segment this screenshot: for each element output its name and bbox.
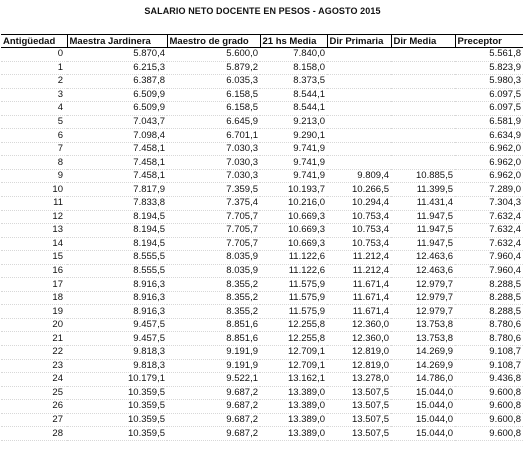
cell-dir-media: 12.979,7 <box>391 278 455 292</box>
cell-maestro-de-grado: 5.600,0 <box>167 48 260 62</box>
cell-preceptor: 5.561,8 <box>455 48 523 62</box>
cell-preceptor: 5.980,3 <box>455 75 523 89</box>
cell-preceptor: 6.634,9 <box>455 129 523 143</box>
cell-dir-media <box>391 88 455 102</box>
table-row <box>1 237 523 251</box>
cell-dir-primaria: 11.671,4 <box>327 305 391 319</box>
cell-antiguedad: 4 <box>1 102 67 116</box>
table-row <box>1 373 523 387</box>
cell-antiguedad: 17 <box>1 278 67 292</box>
cell-preceptor: 8.780,6 <box>455 318 523 332</box>
cell-dir-media: 10.885,5 <box>391 169 455 183</box>
cell-dir-media <box>391 129 455 143</box>
cell-preceptor: 8.288,5 <box>455 278 523 292</box>
cell-maestro-de-grado: 6.701,1 <box>167 129 260 143</box>
cell-maestro-de-grado: 6.158,5 <box>167 88 260 102</box>
cell-antiguedad: 9 <box>1 169 67 183</box>
cell-maestro-de-grado: 7.030,3 <box>167 156 260 170</box>
table-row <box>1 224 523 238</box>
cell-maestro-de-grado: 8.035,9 <box>167 264 260 278</box>
cell-preceptor: 7.632,4 <box>455 210 523 224</box>
cell-dir-media: 12.979,7 <box>391 291 455 305</box>
cell-maestra-jardinera: 7.098,4 <box>67 129 167 143</box>
cell-21hs-media: 11.575,9 <box>260 278 327 292</box>
cell-21hs-media: 10.669,3 <box>260 224 327 238</box>
cell-dir-primaria <box>327 61 391 75</box>
cell-preceptor: 7.960,4 <box>455 251 523 265</box>
table-row <box>1 346 523 360</box>
cell-preceptor: 8.780,6 <box>455 332 523 346</box>
cell-maestro-de-grado: 7.030,3 <box>167 142 260 156</box>
cell-maestra-jardinera: 7.458,1 <box>67 142 167 156</box>
cell-21hs-media: 13.389,0 <box>260 400 327 414</box>
cell-maestra-jardinera: 9.457,5 <box>67 318 167 332</box>
cell-maestro-de-grado: 7.030,3 <box>167 169 260 183</box>
cell-maestro-de-grado: 8.851,6 <box>167 332 260 346</box>
cell-dir-primaria <box>327 88 391 102</box>
cell-21hs-media: 11.575,9 <box>260 291 327 305</box>
header-preceptor: Preceptor <box>455 35 523 48</box>
cell-preceptor: 7.632,4 <box>455 237 523 251</box>
cell-dir-media <box>391 102 455 116</box>
cell-dir-media <box>391 156 455 170</box>
cell-antiguedad: 25 <box>1 386 67 400</box>
cell-maestro-de-grado: 7.375,4 <box>167 197 260 211</box>
cell-maestro-de-grado: 9.191,9 <box>167 359 260 373</box>
cell-dir-primaria: 10.753,4 <box>327 237 391 251</box>
cell-antiguedad: 14 <box>1 237 67 251</box>
cell-preceptor: 9.108,7 <box>455 346 523 360</box>
cell-dir-primaria: 12.819,0 <box>327 346 391 360</box>
cell-antiguedad: 26 <box>1 400 67 414</box>
cell-maestra-jardinera: 8.555,5 <box>67 251 167 265</box>
cell-antiguedad: 20 <box>1 318 67 332</box>
cell-maestro-de-grado: 8.851,6 <box>167 318 260 332</box>
cell-maestro-de-grado: 9.687,2 <box>167 400 260 414</box>
cell-maestro-de-grado: 9.522,1 <box>167 373 260 387</box>
cell-maestra-jardinera: 9.818,3 <box>67 346 167 360</box>
cell-dir-media <box>391 61 455 75</box>
cell-21hs-media: 10.669,3 <box>260 210 327 224</box>
cell-preceptor: 9.436,8 <box>455 373 523 387</box>
cell-dir-primaria: 13.507,5 <box>327 400 391 414</box>
table-row <box>1 427 523 441</box>
cell-antiguedad: 7 <box>1 142 67 156</box>
table-row <box>1 278 523 292</box>
cell-dir-primaria: 10.753,4 <box>327 224 391 238</box>
cell-dir-primaria: 11.212,4 <box>327 251 391 265</box>
cell-maestra-jardinera: 6.509,9 <box>67 88 167 102</box>
cell-dir-media: 14.786,0 <box>391 373 455 387</box>
cell-maestro-de-grado: 6.035,3 <box>167 75 260 89</box>
cell-antiguedad: 13 <box>1 224 67 238</box>
cell-dir-primaria <box>327 142 391 156</box>
cell-antiguedad: 15 <box>1 251 67 265</box>
cell-dir-media: 11.947,5 <box>391 224 455 238</box>
cell-dir-media: 12.463,6 <box>391 264 455 278</box>
table-row <box>1 61 523 75</box>
cell-dir-primaria: 12.819,0 <box>327 359 391 373</box>
table-row <box>1 142 523 156</box>
cell-maestra-jardinera: 6.215,3 <box>67 61 167 75</box>
cell-maestra-jardinera: 10.179,1 <box>67 373 167 387</box>
cell-preceptor: 6.962,0 <box>455 169 523 183</box>
cell-dir-primaria: 11.212,4 <box>327 264 391 278</box>
cell-maestra-jardinera: 8.194,5 <box>67 237 167 251</box>
header-maestro-de-grado: Maestro de grado <box>167 35 260 48</box>
cell-maestra-jardinera: 9.818,3 <box>67 359 167 373</box>
cell-maestro-de-grado: 6.158,5 <box>167 102 260 116</box>
cell-dir-primaria: 10.266,5 <box>327 183 391 197</box>
cell-maestra-jardinera: 8.194,5 <box>67 224 167 238</box>
cell-21hs-media: 8.544,1 <box>260 102 327 116</box>
cell-21hs-media: 11.575,9 <box>260 305 327 319</box>
cell-antiguedad: 12 <box>1 210 67 224</box>
cell-21hs-media: 9.290,1 <box>260 129 327 143</box>
cell-dir-primaria <box>327 115 391 129</box>
table-row <box>1 251 523 265</box>
table-row <box>1 88 523 102</box>
table-row <box>1 332 523 346</box>
cell-preceptor: 7.304,3 <box>455 197 523 211</box>
cell-21hs-media: 12.255,8 <box>260 332 327 346</box>
cell-21hs-media: 13.389,0 <box>260 386 327 400</box>
table-row <box>1 156 523 170</box>
cell-dir-primaria: 12.360,0 <box>327 332 391 346</box>
table-row <box>1 75 523 89</box>
cell-maestra-jardinera: 7.043,7 <box>67 115 167 129</box>
table-row <box>1 183 523 197</box>
cell-dir-media <box>391 115 455 129</box>
cell-dir-media <box>391 75 455 89</box>
cell-21hs-media: 13.389,0 <box>260 427 327 441</box>
cell-antiguedad: 21 <box>1 332 67 346</box>
cell-maestra-jardinera: 10.359,5 <box>67 413 167 427</box>
cell-maestra-jardinera: 10.359,5 <box>67 427 167 441</box>
page-title: SALARIO NETO DOCENTE EN PESOS - AGOSTO 2015 <box>144 6 381 16</box>
cell-maestra-jardinera: 8.916,3 <box>67 278 167 292</box>
cell-maestra-jardinera: 10.359,5 <box>67 400 167 414</box>
cell-dir-media <box>391 48 455 62</box>
cell-maestra-jardinera: 7.458,1 <box>67 169 167 183</box>
header-21hs-media: 21 hs Media <box>260 35 327 48</box>
table-row <box>1 48 523 62</box>
cell-dir-media: 14.269,9 <box>391 359 455 373</box>
cell-21hs-media: 11.122,6 <box>260 251 327 265</box>
cell-21hs-media: 9.741,9 <box>260 169 327 183</box>
table-row <box>1 102 523 116</box>
cell-21hs-media: 10.669,3 <box>260 237 327 251</box>
cell-21hs-media: 13.389,0 <box>260 413 327 427</box>
cell-21hs-media: 8.544,1 <box>260 88 327 102</box>
cell-dir-primaria: 9.809,4 <box>327 169 391 183</box>
cell-dir-media: 15.044,0 <box>391 427 455 441</box>
cell-21hs-media: 13.162,1 <box>260 373 327 387</box>
cell-antiguedad: 2 <box>1 75 67 89</box>
cell-dir-media: 11.399,5 <box>391 183 455 197</box>
table-row <box>1 129 523 143</box>
cell-antiguedad: 6 <box>1 129 67 143</box>
cell-preceptor: 6.097,5 <box>455 102 523 116</box>
cell-dir-primaria: 13.507,5 <box>327 427 391 441</box>
cell-maestro-de-grado: 7.359,5 <box>167 183 260 197</box>
cell-maestro-de-grado: 7.705,7 <box>167 224 260 238</box>
cell-dir-media: 13.753,8 <box>391 318 455 332</box>
cell-preceptor: 9.108,7 <box>455 359 523 373</box>
cell-21hs-media: 12.709,1 <box>260 346 327 360</box>
cell-maestro-de-grado: 9.191,9 <box>167 346 260 360</box>
cell-maestro-de-grado: 6.645,9 <box>167 115 260 129</box>
cell-antiguedad: 11 <box>1 197 67 211</box>
cell-dir-media: 11.947,5 <box>391 237 455 251</box>
cell-dir-primaria <box>327 156 391 170</box>
cell-dir-primaria: 11.671,4 <box>327 278 391 292</box>
cell-maestro-de-grado: 9.687,2 <box>167 427 260 441</box>
table-row <box>1 115 523 129</box>
cell-maestra-jardinera: 8.916,3 <box>67 291 167 305</box>
cell-21hs-media: 9.213,0 <box>260 115 327 129</box>
cell-antiguedad: 27 <box>1 413 67 427</box>
cell-antiguedad: 19 <box>1 305 67 319</box>
cell-dir-media: 12.979,7 <box>391 305 455 319</box>
cell-antiguedad: 28 <box>1 427 67 441</box>
cell-preceptor: 9.600,8 <box>455 386 523 400</box>
cell-antiguedad: 5 <box>1 115 67 129</box>
cell-antiguedad: 22 <box>1 346 67 360</box>
cell-antiguedad: 24 <box>1 373 67 387</box>
cell-maestra-jardinera: 8.916,3 <box>67 305 167 319</box>
table-row <box>1 169 523 183</box>
cell-maestra-jardinera: 7.833,8 <box>67 197 167 211</box>
cell-21hs-media: 11.122,6 <box>260 264 327 278</box>
cell-maestra-jardinera: 5.870,4 <box>67 48 167 62</box>
cell-preceptor: 9.600,8 <box>455 400 523 414</box>
cell-maestro-de-grado: 8.355,2 <box>167 291 260 305</box>
cell-dir-media: 14.269,9 <box>391 346 455 360</box>
cell-preceptor: 9.600,8 <box>455 413 523 427</box>
cell-maestra-jardinera: 8.194,5 <box>67 210 167 224</box>
cell-maestro-de-grado: 9.687,2 <box>167 386 260 400</box>
cell-maestra-jardinera: 6.509,9 <box>67 102 167 116</box>
cell-preceptor: 7.960,4 <box>455 264 523 278</box>
cell-21hs-media: 9.741,9 <box>260 156 327 170</box>
cell-maestro-de-grado: 8.355,2 <box>167 305 260 319</box>
cell-maestra-jardinera: 7.817,9 <box>67 183 167 197</box>
cell-maestra-jardinera: 10.359,5 <box>67 386 167 400</box>
cell-maestro-de-grado: 5.879,2 <box>167 61 260 75</box>
cell-maestro-de-grado: 8.355,2 <box>167 278 260 292</box>
cell-antiguedad: 23 <box>1 359 67 373</box>
cell-preceptor: 6.581,9 <box>455 115 523 129</box>
cell-dir-primaria: 11.671,4 <box>327 291 391 305</box>
cell-dir-primaria: 12.360,0 <box>327 318 391 332</box>
table-row <box>1 386 523 400</box>
header-antiguedad: Antigüedad <box>1 35 67 48</box>
table-row <box>1 305 523 319</box>
table-body <box>1 48 523 441</box>
cell-21hs-media: 10.193,7 <box>260 183 327 197</box>
cell-antiguedad: 0 <box>1 48 67 62</box>
cell-dir-media: 12.463,6 <box>391 251 455 265</box>
cell-dir-primaria: 10.294,4 <box>327 197 391 211</box>
table-header-row <box>1 35 523 48</box>
cell-maestro-de-grado: 7.705,7 <box>167 210 260 224</box>
cell-dir-primaria: 13.507,5 <box>327 386 391 400</box>
cell-dir-primaria: 13.507,5 <box>327 413 391 427</box>
cell-antiguedad: 18 <box>1 291 67 305</box>
cell-maestra-jardinera: 9.457,5 <box>67 332 167 346</box>
cell-maestra-jardinera: 7.458,1 <box>67 156 167 170</box>
cell-dir-media: 11.947,5 <box>391 210 455 224</box>
header-dir-media: Dir Media <box>391 35 455 48</box>
cell-preceptor: 8.288,5 <box>455 305 523 319</box>
cell-maestro-de-grado: 7.705,7 <box>167 237 260 251</box>
cell-maestro-de-grado: 8.035,9 <box>167 251 260 265</box>
salary-table <box>1 34 523 441</box>
header-maestra-jardinera: Maestra Jardinera <box>67 35 167 48</box>
cell-dir-primaria: 13.278,0 <box>327 373 391 387</box>
cell-dir-primaria <box>327 102 391 116</box>
cell-dir-primaria <box>327 75 391 89</box>
cell-dir-media: 15.044,0 <box>391 400 455 414</box>
cell-dir-primaria <box>327 48 391 62</box>
cell-21hs-media: 8.158,0 <box>260 61 327 75</box>
cell-21hs-media: 12.255,8 <box>260 318 327 332</box>
cell-preceptor: 6.097,5 <box>455 88 523 102</box>
table-row <box>1 197 523 211</box>
cell-maestra-jardinera: 8.555,5 <box>67 264 167 278</box>
cell-antiguedad: 10 <box>1 183 67 197</box>
cell-dir-media: 11.431,4 <box>391 197 455 211</box>
cell-21hs-media: 7.840,0 <box>260 48 327 62</box>
cell-preceptor: 6.962,0 <box>455 156 523 170</box>
table-row <box>1 210 523 224</box>
cell-preceptor: 7.289,0 <box>455 183 523 197</box>
cell-antiguedad: 16 <box>1 264 67 278</box>
cell-preceptor: 6.962,0 <box>455 142 523 156</box>
cell-21hs-media: 10.216,0 <box>260 197 327 211</box>
cell-21hs-media: 9.741,9 <box>260 142 327 156</box>
cell-antiguedad: 1 <box>1 61 67 75</box>
cell-preceptor: 9.600,8 <box>455 427 523 441</box>
table-row <box>1 400 523 414</box>
header-dir-primaria: Dir Primaria <box>327 35 391 48</box>
cell-dir-media: 15.044,0 <box>391 386 455 400</box>
cell-dir-primaria <box>327 129 391 143</box>
cell-preceptor: 8.288,5 <box>455 291 523 305</box>
cell-dir-primaria: 10.753,4 <box>327 210 391 224</box>
table-row <box>1 318 523 332</box>
cell-21hs-media: 12.709,1 <box>260 359 327 373</box>
cell-maestra-jardinera: 6.387,8 <box>67 75 167 89</box>
table-row <box>1 264 523 278</box>
cell-dir-media <box>391 142 455 156</box>
cell-dir-media: 13.753,8 <box>391 332 455 346</box>
cell-antiguedad: 8 <box>1 156 67 170</box>
cell-preceptor: 5.823,9 <box>455 61 523 75</box>
cell-21hs-media: 8.373,5 <box>260 75 327 89</box>
cell-dir-media: 15.044,0 <box>391 413 455 427</box>
table-row <box>1 291 523 305</box>
table-row <box>1 413 523 427</box>
cell-maestro-de-grado: 9.687,2 <box>167 413 260 427</box>
cell-preceptor: 7.632,4 <box>455 224 523 238</box>
cell-antiguedad: 3 <box>1 88 67 102</box>
table-row <box>1 359 523 373</box>
